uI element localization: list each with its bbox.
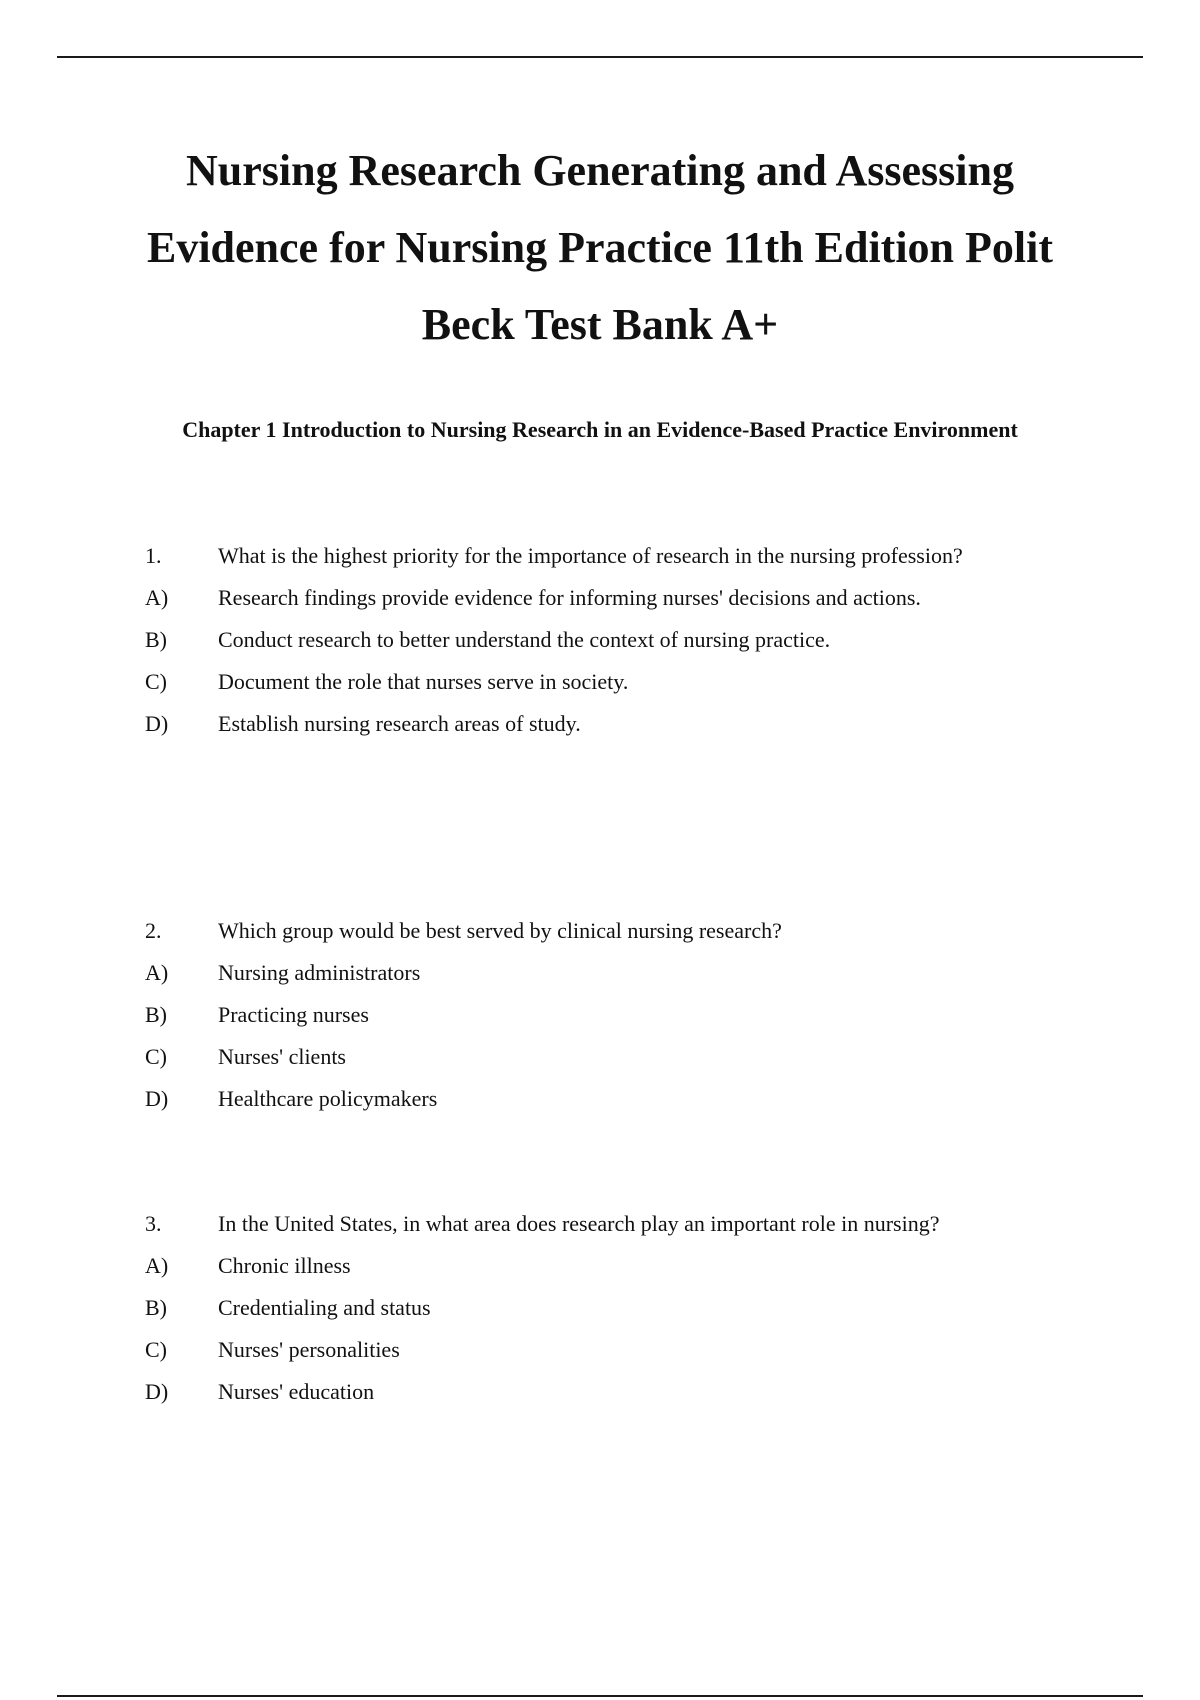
- question-3: [145, 1208, 1105, 1418]
- option-text: Research findings provide evidence for informing nurses' decisions and actions.: [218, 585, 921, 610]
- option-text: Nurses' education: [218, 1379, 375, 1404]
- answer-option-d: [145, 708, 1105, 750]
- title-line: Nursing Research Generating and Assessing: [186, 146, 1014, 195]
- question-1: [145, 540, 1105, 750]
- option-letter: D): [145, 711, 169, 736]
- option-letter: D): [145, 1379, 169, 1404]
- question-stem: [145, 915, 1105, 957]
- option-text: Nursing administrators: [218, 960, 421, 985]
- question-number: 3.: [145, 1211, 162, 1236]
- question-text: What is the highest priority for the importance of research in the nursing profession?: [218, 543, 963, 568]
- option-letter: C): [145, 1044, 167, 1069]
- answer-option-a: [145, 582, 1105, 624]
- top-divider: [57, 56, 1143, 58]
- option-text: Healthcare policymakers: [218, 1086, 438, 1111]
- title-line: Evidence for Nursing Practice 11th Edition Polit: [146, 223, 1054, 272]
- answer-option-a: [145, 1250, 1105, 1292]
- question-text: Which group would be best served by clinical nursing research?: [218, 918, 782, 943]
- answer-option-a: [145, 957, 1105, 999]
- question-number: 1.: [145, 543, 162, 568]
- answer-option-b: [145, 1292, 1105, 1334]
- option-text: Nurses' clients: [218, 1044, 346, 1069]
- option-letter: C): [145, 669, 167, 694]
- answer-option-c: [145, 1041, 1105, 1083]
- answer-option-d: [145, 1376, 1105, 1418]
- option-letter: B): [145, 1295, 167, 1320]
- option-letter: B): [145, 1002, 167, 1027]
- option-letter: A): [145, 585, 169, 610]
- chapter-heading: Chapter 1 Introduction to Nursing Research in an Evidence-Based Practice Environment: [182, 417, 1018, 442]
- title-line: Beck Test Bank A+: [421, 300, 779, 349]
- option-letter: A): [145, 1253, 169, 1278]
- option-text: Credentialing and status: [218, 1295, 431, 1320]
- option-letter: D): [145, 1086, 169, 1111]
- option-letter: C): [145, 1337, 167, 1362]
- answer-option-c: [145, 666, 1105, 708]
- question-2: [145, 915, 1105, 1125]
- question-number: 2.: [145, 918, 162, 943]
- option-text: Document the role that nurses serve in society.: [218, 669, 629, 694]
- question-text: In the United States, in what area does research play an important role in nursing?: [218, 1211, 940, 1236]
- answer-option-c: [145, 1334, 1105, 1376]
- option-text: Establish nursing research areas of study.: [218, 711, 581, 736]
- bottom-divider: [57, 1695, 1143, 1697]
- answer-option-d: [145, 1083, 1105, 1125]
- option-text: Practicing nurses: [218, 1002, 369, 1027]
- question-stem: [145, 1208, 1105, 1250]
- answer-option-b: [145, 624, 1105, 666]
- option-text: Chronic illness: [218, 1253, 351, 1278]
- option-text: Nurses' personalities: [218, 1337, 400, 1362]
- option-letter: A): [145, 960, 169, 985]
- question-stem: [145, 540, 1105, 582]
- option-letter: B): [145, 627, 167, 652]
- answer-option-b: [145, 999, 1105, 1041]
- document-title: [100, 132, 1100, 363]
- option-text: Conduct research to better understand the context of nursing practice.: [218, 627, 831, 652]
